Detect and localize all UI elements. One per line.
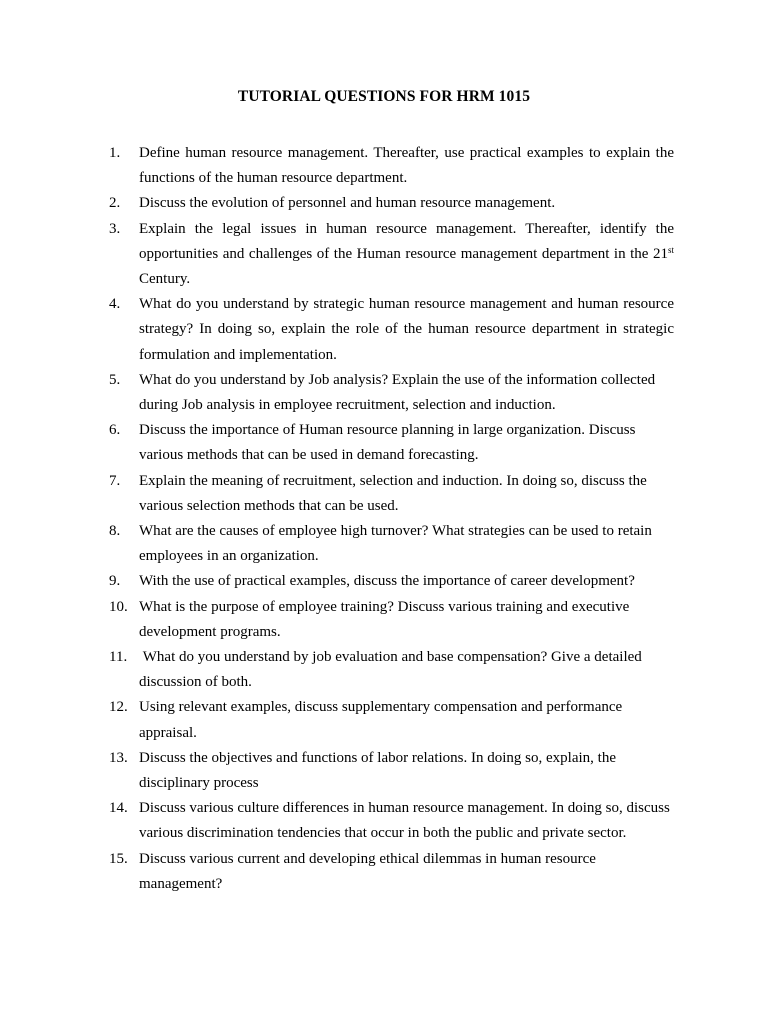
question-number: 12. [109,699,128,716]
question-item-6 [109,418,674,468]
question-number: 3. [109,220,121,237]
question-item-1 [109,141,674,191]
question-item-12 [109,695,674,745]
question-text: What do you understand by Job analysis? Explain the use of the information collected during Job analysis in employee recruitment, selection and induction. [139,371,656,414]
question-number: 11. [109,649,128,666]
question-item-2 [109,191,674,216]
question-text: What is the purpose of employee training? Discuss various training and executive development programs. [139,598,630,640]
question-item-3 [109,217,674,293]
question-item-13 [109,746,674,796]
question-text: Define human resource management. Thereafter, use practical examples to explain the functions of the human resource department. [139,145,674,187]
question-text: Explain the meaning of recruitment, selection and induction. In doing so, discuss the various selection methods that can be used. [139,472,647,514]
question-text: Discuss the objectives and functions of labor relations. In doing so, explain, the disciplinary process [139,749,616,792]
question-text: What do you understand by strategic human resource management and human resource strategy? In doing so, explain the role of the human resource department in strategic formulation and implementation. [139,296,674,363]
question-number: 1. [109,145,121,161]
question-number: 4. [109,296,121,313]
question-text-part: Explain the legal issues in human resource management. Thereafter, identify the opportunities and challenges of the Human resource management department in the 21 [139,220,674,262]
question-text-part: Century. [139,271,191,288]
question-item-7 [109,469,674,519]
question-number: 15. [109,850,128,867]
question-item-14 [109,796,674,846]
question-text: Discuss various current and developing ethical dilemmas in human resource management? [139,850,596,892]
question-text: Discuss the evolution of personnel and human resource management. [139,195,556,212]
question-number: 2. [109,195,121,212]
question-item-4 [109,292,674,368]
question-text: What are the causes of employee high turnover? What strategies can be used to retain employees in an organization. [139,523,652,565]
question-text: Discuss the importance of Human resource planning in large organization. Discuss various methods that can be used in demand forecasting. [139,422,636,464]
question-number: 8. [109,523,121,540]
question-item-8 [109,519,674,569]
question-list [109,141,674,897]
ordinal-superscript: st [667,244,674,255]
question-item-5 [109,368,674,418]
question-number: 10. [109,598,128,615]
question-text: What do you understand by job evaluation and base compensation? Give a detailed discussion of both. [139,649,646,691]
question-item-11 [109,645,674,695]
question-text: Using relevant examples, discuss supplementary compensation and performance appraisal. [139,699,623,741]
question-number: 13. [109,749,128,766]
question-number: 5. [109,371,121,388]
question-item-9 [109,569,674,594]
question-item-15 [109,847,674,897]
question-number: 9. [109,573,121,590]
question-text: Discuss various culture differences in human resource management. In doing so, discuss various discrimination tendencies that occur in both the public and private sector. [139,800,670,842]
question-text: With the use of practical examples, discuss the importance of career development? [139,573,635,590]
page-title: TUTORIAL QUESTIONS FOR HRM 1015 [237,88,531,105]
question-number: 14. [109,800,128,817]
question-number: 6. [109,422,121,439]
question-item-10 [109,595,674,645]
question-text [139,217,674,293]
question-number: 7. [109,472,121,489]
